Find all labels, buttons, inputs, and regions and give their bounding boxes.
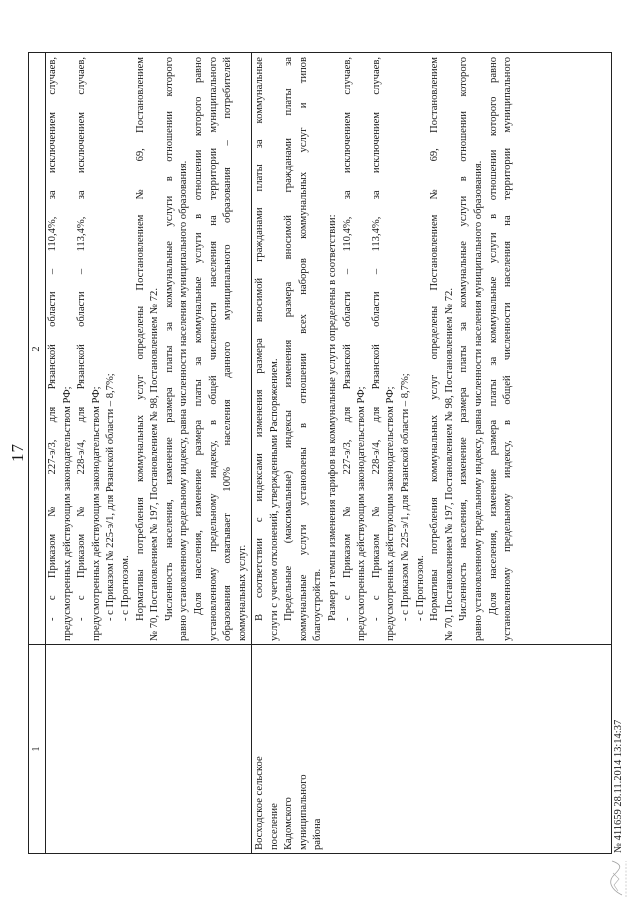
text-line: № 70, Постановлением № 197, Постановлением № 98, Постановлением № 72. <box>443 288 455 641</box>
text-line: Предельные (максимальные) индексы изменения размера вносимой гражданами платы за <box>283 57 295 621</box>
text-line: предусмотренных действующим законодательством РФ; <box>61 386 73 641</box>
page-number: 17 <box>8 443 27 462</box>
column-number-1: 1 <box>31 746 42 752</box>
text-line: Нормативы потребления коммунальных услуг определены Постановлением № 69, Постановлением <box>134 57 146 621</box>
text-line: коммунальные услуги установлены в отношении всех наборов коммунальных услуг и типов <box>297 57 309 641</box>
text-line: предусмотренных действующим законодательством РФ; <box>90 386 102 641</box>
text-line: благоустройств. <box>312 568 324 641</box>
stamp-mark-icon <box>604 859 630 899</box>
text-line: услуги с учетом отклонений, утвержденными Распоряжением. <box>268 358 280 641</box>
text-line: образования охватывает 100% населения данного муниципального образования – потребителей <box>222 57 234 641</box>
text-line: В соответствии с индексами изменения размера вносимой гражданами платы за коммунальные <box>254 57 265 621</box>
entity-line: муниципального <box>297 774 309 850</box>
text-line: № 70, Постановлением № 197, Постановлением № 98, Постановлением № 72. <box>149 288 161 641</box>
document-footer-id: № 411659 28.11.2014 13:14:37 <box>613 719 624 853</box>
text-line: коммунальных услуг. <box>236 544 248 641</box>
text-line: - с Приказом № 227-э/3, для Рязанской области – 110,4%, за исключением случаев, <box>47 57 58 621</box>
text-line: Численность населения, изменение размера платы за коммунальные услуги в отношении которого <box>458 57 470 621</box>
row1-description <box>46 57 250 641</box>
text-line: предусмотренных действующим законодательством РФ; <box>385 386 397 641</box>
text-line: - с Приказом № 225-э/1, для Рязанской области – 8,7%; <box>105 373 117 621</box>
text-line: Доля населения, изменение размера платы за коммунальные услуги в отношении которого равно <box>192 57 204 615</box>
text-line: - с Приказом № 225-э/1, для Рязанской области – 8,7%; <box>399 373 411 621</box>
text-line: - с Приказом № 228-э/4, для Рязанской области – 113,4%, за исключением случаев, <box>370 57 382 621</box>
text-line: - с Прогнозом. <box>414 555 426 621</box>
text-line: Нормативы потребления коммунальных услуг определены Постановлением № 69, Постановлением <box>429 57 441 621</box>
text-line: предусмотренных действующим законодательством РФ; <box>356 386 368 641</box>
text-line: Доля населения, изменение размера платы за коммунальные услуги в отношении которого равно <box>487 57 499 615</box>
text-line: - с Приказом № 228-э/4, для Рязанской области – 113,4%, за исключением случаев, <box>76 57 88 621</box>
text-line: равно установленному предельному индексу, равна численности населения муниципального образования. <box>178 160 190 641</box>
text-line: Численность населения, изменение размера платы за коммунальные услуги в отношении которого <box>163 57 175 621</box>
entity-line: Восходское сельское <box>254 756 265 850</box>
row2-entity-name <box>253 645 326 850</box>
row2-description <box>253 57 516 641</box>
text-line: равно установленному предельному индексу, равна численности населения муниципального образования. <box>472 160 484 641</box>
text-line: - с Прогнозом. <box>119 555 131 621</box>
entity-line: поселение <box>268 803 280 850</box>
column-number-2: 2 <box>31 346 42 352</box>
text-line: Размер и темпы изменения тарифов на коммунальные услуги определены в соответствии: <box>326 214 338 621</box>
text-line: - с Приказом № 227-э/3, для Рязанской области – 110,4%, за исключением случаев, <box>341 57 353 621</box>
text-line: установленному предельному индексу, в общей численности населения на территории муниципального <box>207 57 219 641</box>
entity-line: района <box>312 818 324 850</box>
content-table <box>28 52 612 854</box>
entity-line: Кадомского <box>283 797 295 850</box>
row-divider <box>251 53 252 853</box>
text-line: установленному предельному индексу, в общей численности населения на территории муниципального <box>502 57 514 641</box>
